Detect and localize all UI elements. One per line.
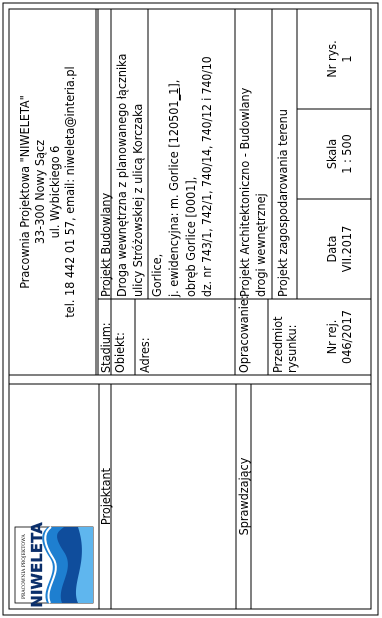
drawing-number-label: Nr rys. (324, 40, 339, 78)
company-street: ul. Wybickiego 6 (47, 145, 62, 239)
prepared-value-line1: Projekt Architektoniczno - Budowlany (237, 87, 252, 297)
object-label: Obiekt: (112, 332, 127, 373)
designer-label: Projektant (98, 467, 113, 526)
stage-value: Projekt Budowlany (98, 192, 113, 297)
prepared-value-line2: drogi wewnętrznej (253, 193, 268, 297)
object-value-line2: ulicy Stróżowskiej z ulicą Korczaka (130, 103, 145, 297)
scale-label: Skala (324, 138, 339, 170)
company-city: 33-300 Nowy Sącz (32, 139, 47, 245)
subject-label-line1: Przedmiot (270, 316, 285, 373)
address-label: Adres: (137, 337, 152, 373)
checker-label: Sprawdzający (236, 457, 251, 536)
logo-big-text: NIWELETA (28, 522, 46, 608)
scale-value: 1 : 500 (339, 134, 354, 174)
address-value-line2: j. ewidencyjna: m. Gorlice [120501_1], (166, 79, 181, 297)
address-value-line1: Gorlice, (149, 253, 164, 297)
stage-label: Stadium: (98, 322, 113, 373)
drawing-number-value: 1 (339, 55, 354, 63)
subject-value: Projekt zagospodarowania terenu (275, 109, 290, 297)
niweleta-logo (15, 522, 93, 608)
company-name: Pracownia Projektowa "NIWELETA" (17, 95, 32, 289)
date-label: Data (324, 235, 339, 263)
prepared-label: Opracowanie: (236, 295, 251, 373)
company-contact: tel. 18 442 01 57, email: niweleta@interia.pl (62, 66, 77, 318)
address-value-line4: dz. nr 743/1, 742/1, 740/14, 740/12 i 740/10 (200, 56, 214, 297)
subject-label-line2: rysunku: (284, 324, 299, 373)
date-value: VII.2017 (339, 225, 354, 273)
object-value-line1: Droga wewnętrzna z planowanego łącznika (114, 53, 129, 297)
logo-small-text: PRACOWNIA PROJEKTOWA (22, 534, 27, 599)
reg-value: 046/2017 (339, 310, 354, 364)
address-value-line3: obręb Gorlice [0001], (183, 176, 198, 297)
reg-label: Nr rej. (324, 319, 339, 355)
